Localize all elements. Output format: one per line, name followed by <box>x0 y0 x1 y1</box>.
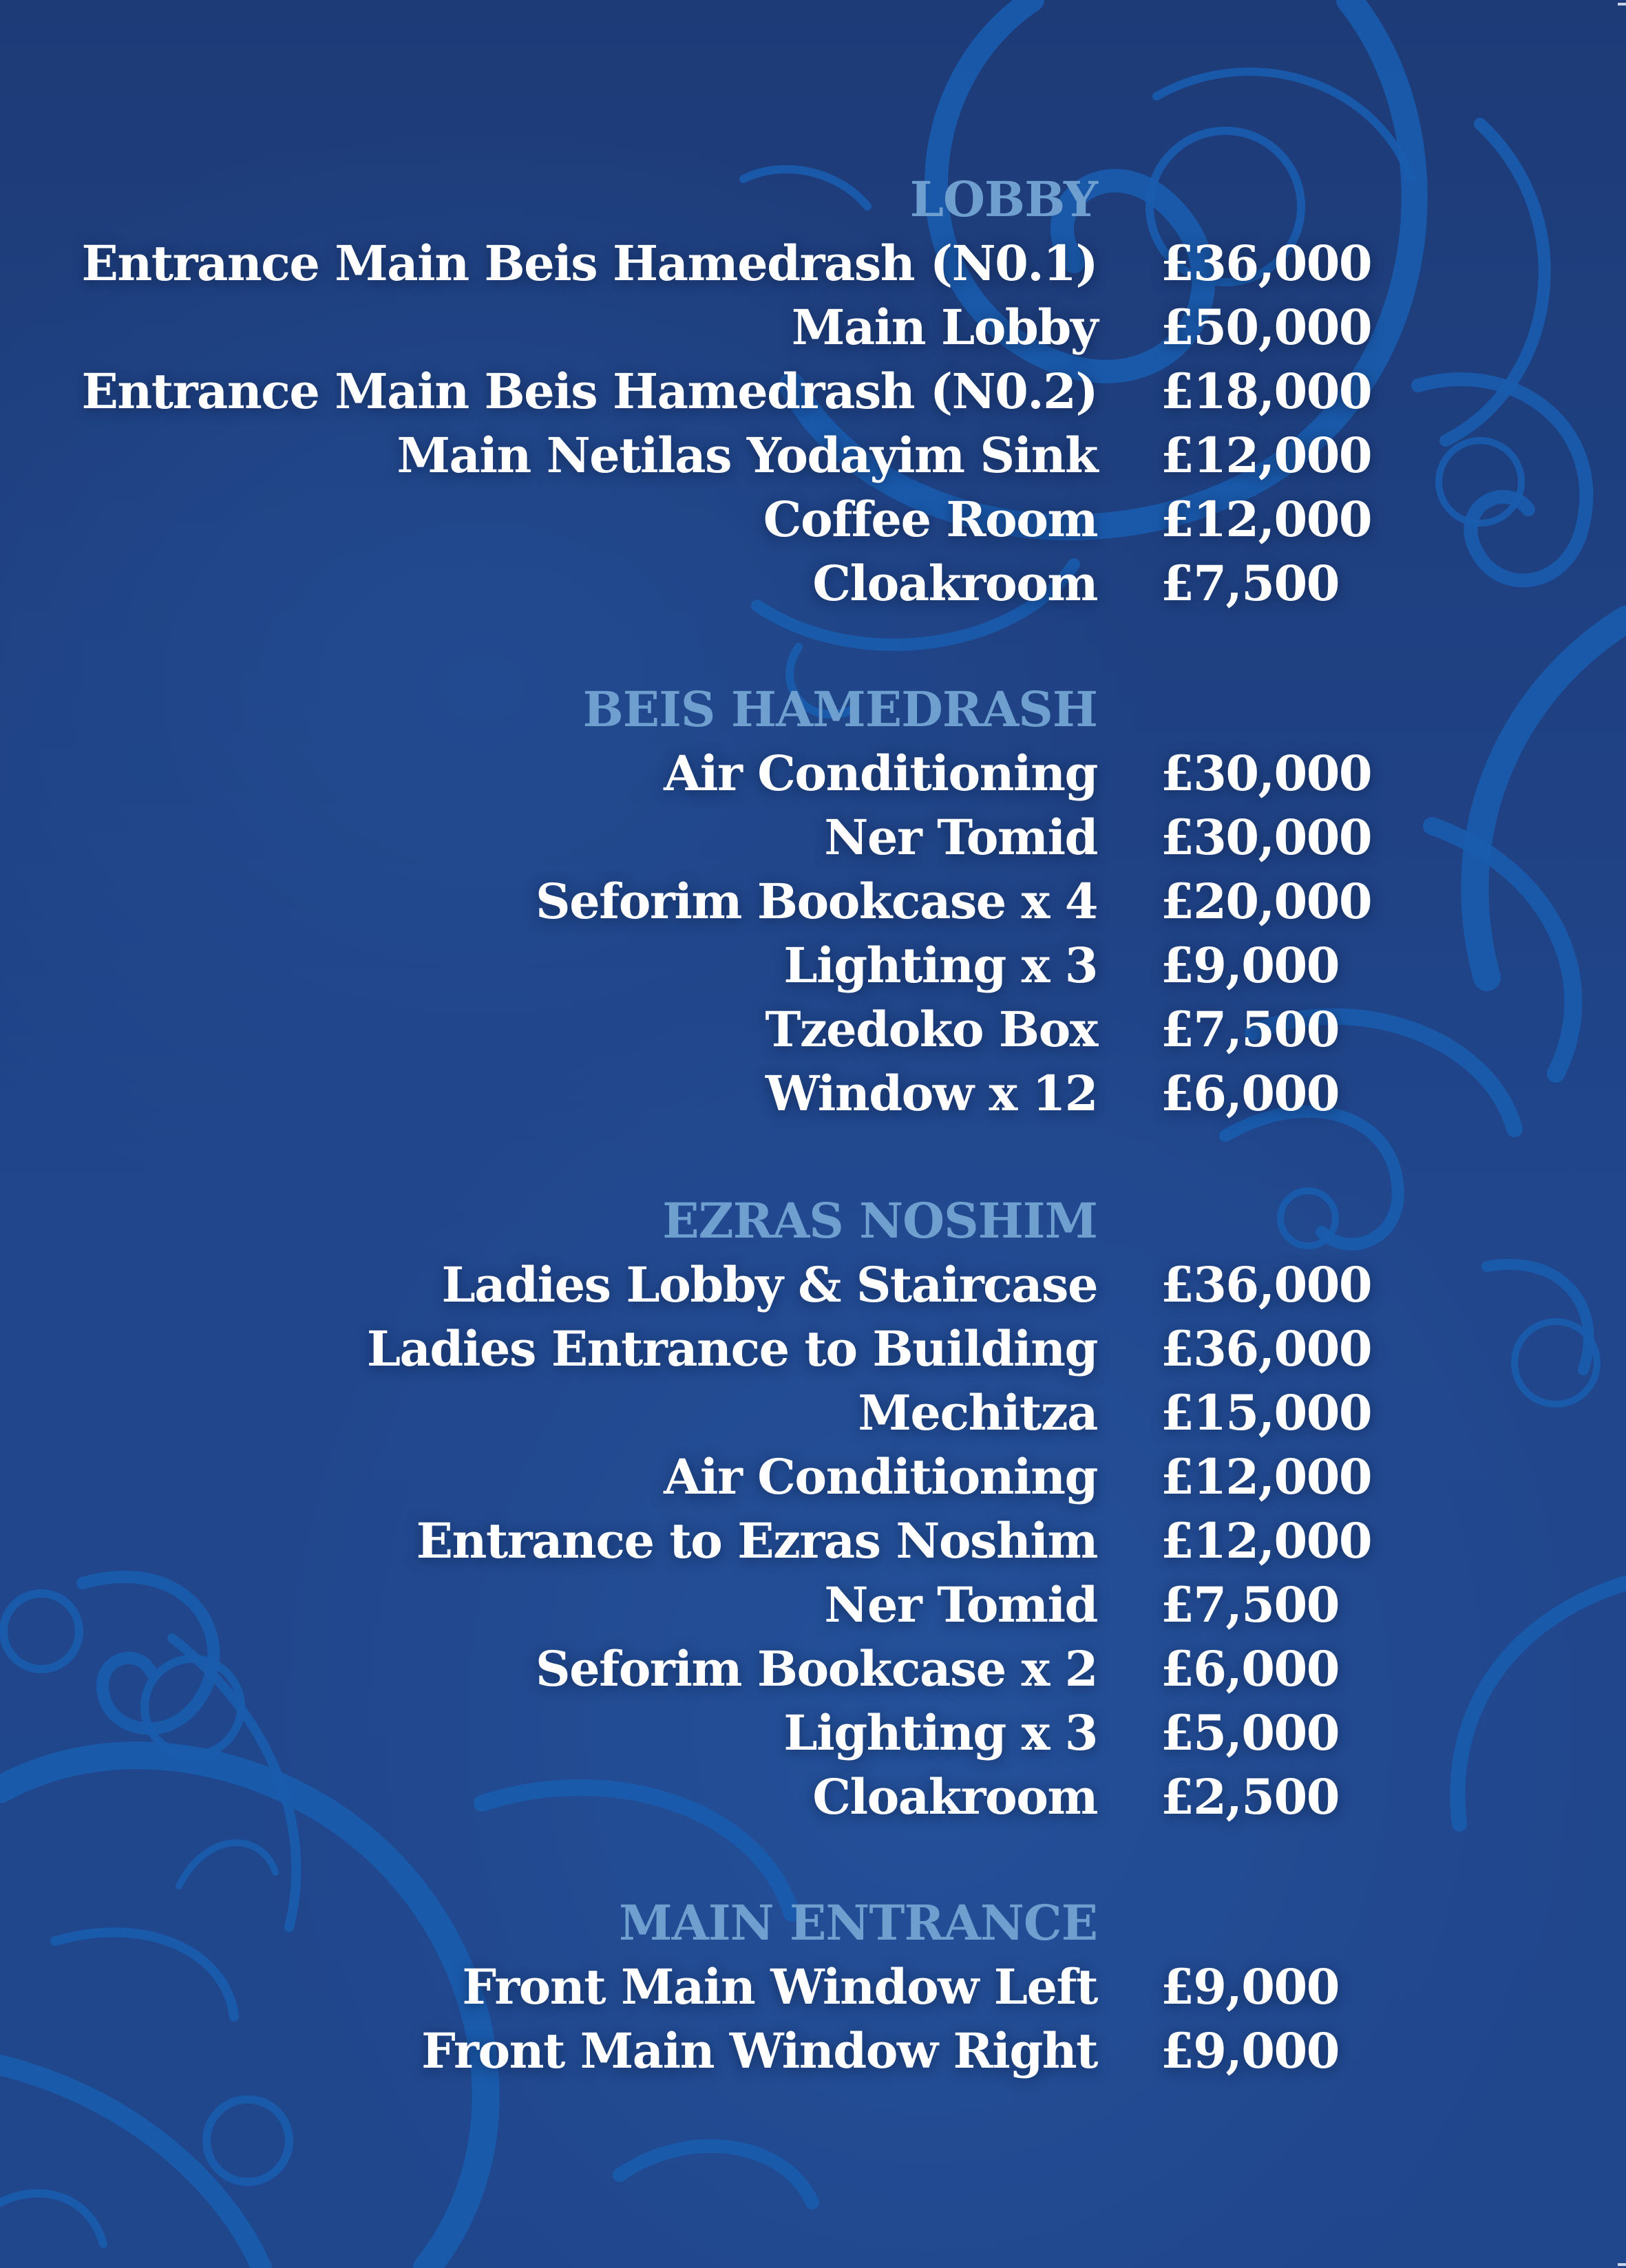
item-name: Window x 12 <box>765 1065 1097 1122</box>
item-price: £12,000 <box>1161 491 1372 548</box>
item-name: Seforim Bookcase x 2 <box>536 1640 1097 1697</box>
item-name: Tzedoko Box <box>765 1001 1097 1058</box>
item-price: £30,000 <box>1161 745 1372 802</box>
list-item <box>0 295 1626 359</box>
item-price: £20,000 <box>1161 873 1372 930</box>
list-item <box>0 1637 1626 1701</box>
list-item <box>0 1955 1626 2019</box>
list-item <box>0 1253 1626 1317</box>
item-name: Ladies Entrance to Building <box>366 1320 1097 1377</box>
list-item <box>0 1765 1626 1829</box>
list-item <box>0 231 1626 295</box>
item-price: £36,000 <box>1161 1320 1372 1377</box>
item-name: Air Conditioning <box>664 745 1097 802</box>
item-price: £12,000 <box>1161 1512 1372 1569</box>
item-price: £9,000 <box>1161 937 1339 994</box>
item-price: £30,000 <box>1161 809 1372 866</box>
item-name: Lighting x 3 <box>783 1704 1097 1761</box>
item-price: £6,000 <box>1161 1640 1339 1697</box>
list-item <box>0 1317 1626 1381</box>
list-item <box>0 359 1626 423</box>
list-item <box>0 423 1626 487</box>
item-price: £9,000 <box>1161 2022 1339 2079</box>
item-name: Seforim Bookcase x 4 <box>536 873 1097 930</box>
list-item <box>0 2019 1626 2083</box>
crop-mark <box>1618 2263 1626 2266</box>
item-price: £2,500 <box>1161 1768 1339 1825</box>
crop-mark <box>1618 3 1626 6</box>
item-price: £36,000 <box>1161 1256 1372 1313</box>
list-item <box>0 551 1626 615</box>
list-item <box>0 1573 1626 1637</box>
section-title: MAIN ENTRANCE <box>619 1894 1097 1951</box>
item-name: Main Netilas Yodayim Sink <box>397 427 1097 484</box>
list-item <box>0 1061 1626 1125</box>
item-name: Entrance Main Beis Hamedrash (N0.2) <box>81 363 1097 420</box>
list-item <box>0 933 1626 997</box>
list-item <box>0 805 1626 869</box>
item-name: Coffee Room <box>763 491 1097 548</box>
list-item <box>0 741 1626 805</box>
item-name: Ner Tomid <box>824 1576 1097 1633</box>
item-name: Cloakroom <box>812 1768 1097 1825</box>
item-price: £7,500 <box>1161 1576 1339 1633</box>
item-name: Front Main Window Left <box>462 1958 1097 2015</box>
item-price: £12,000 <box>1161 427 1372 484</box>
item-name: Ladies Lobby & Staircase <box>441 1256 1097 1313</box>
item-price: £18,000 <box>1161 363 1372 420</box>
item-name: Entrance to Ezras Noshim <box>416 1512 1097 1569</box>
item-price: £50,000 <box>1161 299 1372 356</box>
item-price: £7,500 <box>1161 555 1339 612</box>
list-item <box>0 1445 1626 1509</box>
section-title: BEIS HAMEDRASH <box>582 681 1097 738</box>
item-price: £15,000 <box>1161 1384 1372 1441</box>
list-item <box>0 487 1626 551</box>
item-name: Lighting x 3 <box>783 937 1097 994</box>
item-name: Cloakroom <box>812 555 1097 612</box>
item-price: £5,000 <box>1161 1704 1339 1761</box>
item-name: Mechitza <box>858 1384 1097 1441</box>
item-price: £7,500 <box>1161 1001 1339 1058</box>
item-name: Front Main Window Right <box>421 2022 1097 2079</box>
list-item <box>0 1701 1626 1765</box>
list-item <box>0 1509 1626 1573</box>
item-price: £36,000 <box>1161 235 1372 292</box>
item-name: Air Conditioning <box>664 1448 1097 1505</box>
item-name: Ner Tomid <box>824 809 1097 866</box>
list-item <box>0 869 1626 933</box>
item-price: £9,000 <box>1161 1958 1339 2015</box>
item-name: Entrance Main Beis Hamedrash (N0.1) <box>81 235 1097 292</box>
list-item <box>0 1381 1626 1445</box>
item-name: Main Lobby <box>791 299 1097 356</box>
section-title: EZRAS NOSHIM <box>662 1192 1097 1249</box>
list-item <box>0 997 1626 1061</box>
section-title: LOBBY <box>909 171 1097 228</box>
item-price: £12,000 <box>1161 1448 1372 1505</box>
item-price: £6,000 <box>1161 1065 1339 1122</box>
